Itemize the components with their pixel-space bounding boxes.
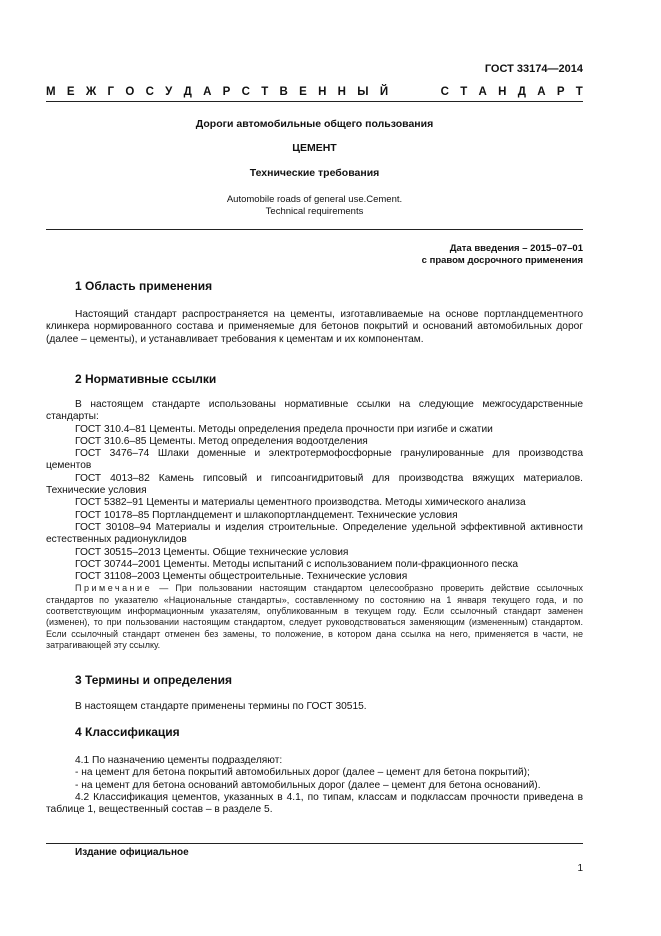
gost-code: ГОСТ 33174—2014 [484, 63, 583, 75]
banner-letter: Е [299, 86, 307, 98]
reference-item: ГОСТ 10178–85 Портландцемент и шлакопортландцемент. Технические условия [75, 509, 458, 521]
page-number: 1 [577, 863, 583, 874]
banner-letter: Ж [85, 86, 97, 98]
title-rule [46, 229, 583, 230]
banner-letter: Т [460, 86, 468, 98]
banner-letter: У [165, 86, 173, 98]
section-3-text: В настоящем стандарте применены термины по ГОСТ 30515. [75, 701, 367, 712]
banner-letter: Д [183, 86, 192, 98]
reference-item: ГОСТ 30744–2001 Цементы. Методы испытаний с использованием поли-фракционного песка [75, 558, 519, 570]
title-line-2: ЦЕМЕНТ [292, 142, 337, 154]
clause-4-1-item: - на цемент для бетона оснований автомобильных дорог (далее – цемент для бетона оснований). [75, 779, 541, 791]
reference-item: ГОСТ 4013–82 Камень гипсовый и гипсоангидритовый для производства вяжущих материалов. Технические условия [46, 472, 583, 497]
banner-letter: О [125, 86, 135, 98]
top-rule [46, 101, 583, 102]
banner-letter: М [46, 86, 56, 98]
banner-letter: Т [575, 86, 583, 98]
banner-letter: Д [517, 86, 526, 98]
reference-item: ГОСТ 310.6–85 Цементы. Метод определения водоотделения [75, 435, 368, 447]
early-application-line: с правом досрочного применения [421, 255, 583, 266]
banner-letter: В [279, 86, 288, 98]
clause-4-1-item: - на цемент для бетона покрытий автомобильных дорог (далее – цемент для бетона покрытий); [75, 767, 530, 779]
banner-letter: Р [222, 86, 231, 98]
section-4-body [46, 755, 583, 816]
reference-item: ГОСТ 31108–2003 Цементы общестроительные. Технические условия [75, 571, 408, 583]
references-note [46, 583, 583, 651]
section-1-heading: 1 Область применения [75, 279, 213, 293]
note-text: — При пользовании настоящим стандартом целесообразно проверить действие ссылочных стандартов по указателю «Национальные стандарты», составленному по состоянию на 1 января текущего года, и по соответствующим информационным указателям, опубликованным в текущем году. Если ссылочный стандарт заменен (изменен), то при пользовании настоящим стандартом, следует руководствоваться заменяющим (измененным) стандартом. Если ссылочный стандарт отменен без замены, то положение, в котором дана ссылка на него, применяется в части, не затрагивающей эту ссылку. [46, 583, 583, 650]
english-title-line-1: Automobile roads of general use.Cement. [226, 194, 403, 205]
banner-letter: Р [556, 86, 565, 98]
reference-item: ГОСТ 30108–94 Материалы и изделия строительные. Определение удельной эффективной активности естественных радионуклидов [46, 521, 583, 546]
section-2-heading: 2 Нормативные ссылки [75, 372, 217, 386]
footer-rule [46, 843, 583, 844]
title-line-1: Дороги автомобильные общего пользования [195, 118, 434, 130]
reference-item: ГОСТ 310.4–81 Цементы. Методы определения предела прочности при изгибе и сжатии [75, 423, 493, 435]
official-edition-label: Издание официальное [75, 847, 189, 858]
reference-item: ГОСТ 5382–91 Цементы и материалы цементного производства. Методы химического анализа [75, 497, 526, 509]
reference-item: ГОСТ 30515–2013 Цементы. Общие технические условия [75, 546, 349, 558]
banner-letter: Т [261, 86, 269, 98]
banner-letter: Е [66, 86, 75, 98]
section-2-body [46, 399, 583, 651]
section-4-heading: 4 Классификация [75, 725, 180, 739]
banner-letter: Й [379, 86, 389, 98]
section-1-text: Настоящий стандарт распространяется на цементы, изготавливаемые на основе портландцементного клинкера нормированного состава и применяемые для бетонов покрытий и оснований автомобильных дорог (далее – цементы), и устанавливает требования к цементам и их компонентам. [46, 309, 583, 345]
banner-letter: Ы [357, 86, 369, 98]
note-label: Примечание [75, 583, 153, 594]
banner-letter: С [241, 86, 250, 98]
section-3-heading: 3 Термины и определения [75, 673, 233, 687]
banner-letter: С [440, 86, 449, 98]
banner-letter: А [537, 86, 546, 98]
banner-letter: Н [318, 86, 327, 98]
introduction-date [422, 243, 583, 267]
standard-banner [46, 86, 583, 98]
clause-4-2: 4.2 Классификация цементов, указанных в 4.1, по типам, классам и подклассам прочности приведена в таблице 1, вещественный состав – в разделе 5. [46, 791, 583, 816]
banner-letter: Н [498, 86, 507, 98]
english-title [46, 194, 583, 218]
banner-letter: С [145, 86, 154, 98]
banner-gap [399, 86, 429, 98]
english-title-line-2: Technical requirements [265, 206, 364, 217]
introduction-date-line: Дата введения – 2015–07–01 [449, 243, 583, 254]
title-line-3: Технические требования [249, 167, 380, 179]
references-lead: В настоящем стандарте использованы нормативные ссылки на следующие межгосударственные стандарты: [46, 399, 583, 423]
banner-letter: А [203, 86, 212, 98]
banner-letter: Н [337, 86, 346, 98]
reference-item: ГОСТ 3476–74 Шлаки доменные и электротермофосфорные гранулированные для производства цементов [46, 448, 583, 472]
clause-4-1: 4.1 По назначению цементы подразделяют: [75, 755, 283, 766]
banner-letter: Г [107, 86, 115, 98]
banner-letter: А [478, 86, 487, 98]
